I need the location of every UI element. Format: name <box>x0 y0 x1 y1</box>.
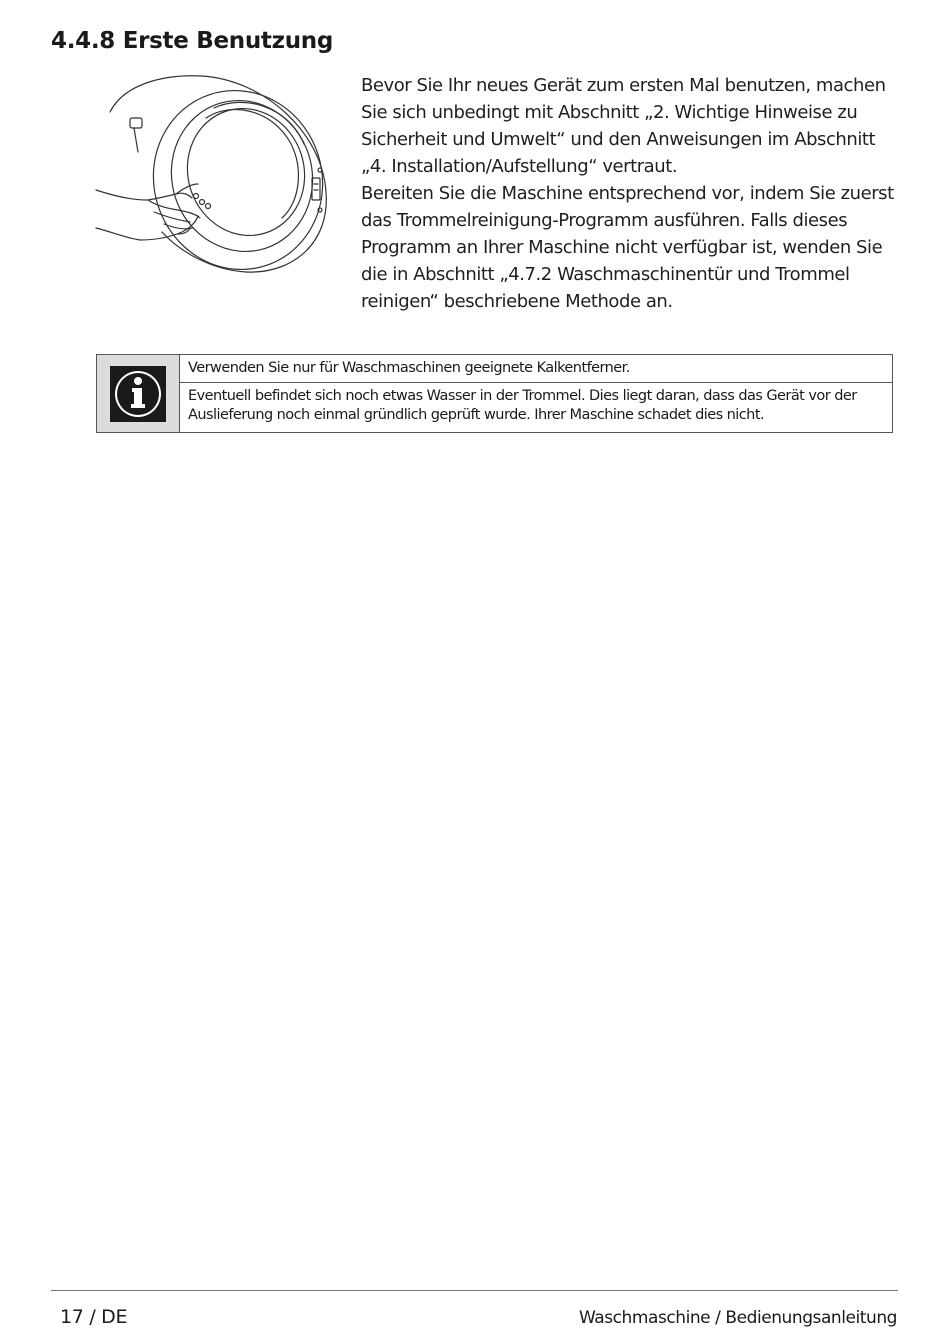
info-box <box>96 354 893 433</box>
body-text <box>361 72 901 315</box>
washing-machine-door-hand-icon <box>94 72 332 278</box>
page-number: 17 / DE <box>60 1306 128 1328</box>
instruction-paragraph-1: Bevor Sie Ihr neues Gerät zum ersten Mal benutzen, machen Sie sich unbedingt mit Abschnitt „2. Wichtige Hinweise zu Sicherheit und Umwelt“ und den Anweisungen im Abschnitt „4. Installation/Aufstellung“ vertraut. <box>361 75 886 177</box>
section-heading: 4.4.8 Erste Benutzung <box>51 28 334 54</box>
info-icon <box>110 366 166 422</box>
footer-divider <box>51 1290 898 1291</box>
info-note-1: Verwenden Sie nur für Waschmaschinen geeignete Kalkentferner. <box>180 355 892 383</box>
info-notes <box>179 355 892 432</box>
info-icon-cell <box>97 355 179 432</box>
info-note-2: Eventuell befindet sich noch etwas Wasser in der Trommel. Dies liegt daran, dass das Gerät vor der Auslieferung noch einmal gründlich geprüft wurde. Ihrer Maschine schadet dies nicht. <box>188 388 857 423</box>
document-title: Waschmaschine / Bedienungsanleitung <box>579 1308 897 1328</box>
instruction-paragraph-2: Bereiten Sie die Maschine entsprechend vor, indem Sie zuerst das Trommelreinigung-Programm ausführen. Falls dieses Programm an Ihrer Maschine nicht verfügbar ist, wenden Sie die in Abschnitt „4.7.2 Waschmaschinentür und Trommel reinigen“ beschriebene Methode an. <box>361 183 894 312</box>
